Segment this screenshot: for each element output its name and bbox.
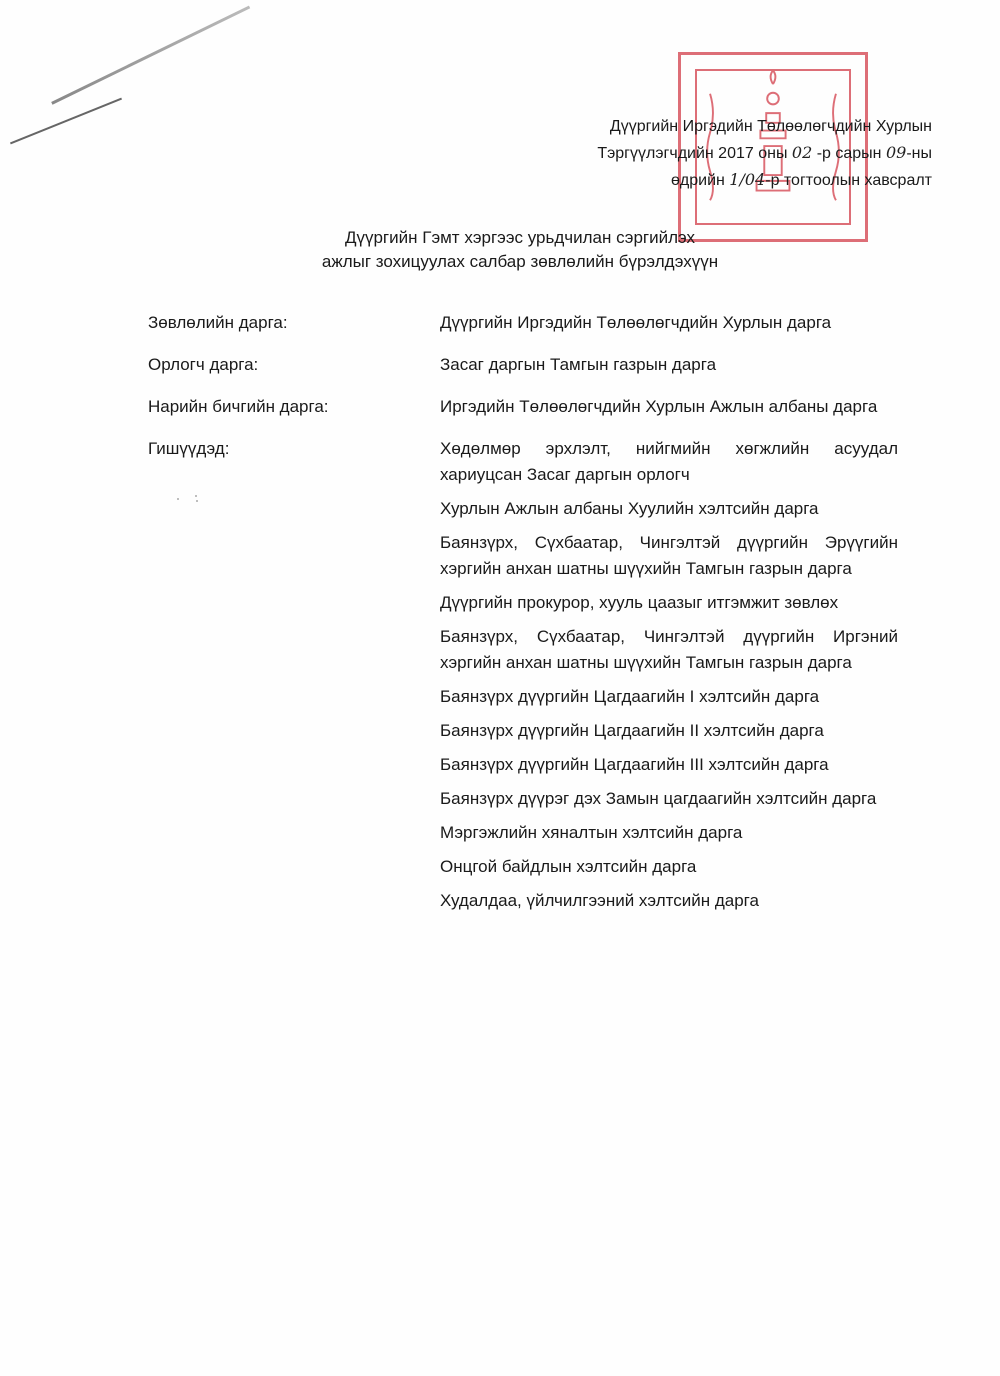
annex-line: өдрийн 1/04-р тогтоолын хавсралт — [671, 170, 932, 189]
roster-holders — [440, 310, 898, 344]
roster-holder: Баянзүрх дүүргийн Цагдаагийн III хэлтсийн дарга — [440, 755, 829, 774]
roster-row — [148, 436, 898, 922]
roster-holder: Дүүргийн Иргэдийн Төлөөлөгчдийн Хурлын дарга — [440, 313, 832, 332]
roster-holder: Хөдөлмөр эрхлэлт, нийгмийн хөгжлийн асуудал хариуцсан Засаг даргын орлогч — [440, 439, 898, 484]
roster-holders — [440, 352, 898, 386]
roster-role: Орлогч дарга: — [148, 355, 259, 374]
roster-holder: Баянзүрх дүүргийн Цагдаагийн I хэлтсийн дарга — [440, 687, 820, 706]
annex-header — [532, 114, 932, 194]
roster-holder: Иргэдийн Төлөөлөгчдийн Хурлын Ажлын албаны дарга — [440, 397, 878, 416]
council-roster — [148, 310, 898, 930]
roster-role: Нарийн бичгийн дарга: — [148, 397, 329, 416]
roster-holder: Онцгой байдлын хэлтсийн дарга — [440, 857, 697, 876]
roster-holder: Баянзүрх дүүргийн Цагдаагийн II хэлтсийн дарга — [440, 721, 824, 740]
roster-holder: Хурлын Ажлын албаны Хуулийн хэлтсийн дарга — [440, 499, 819, 518]
scan-artifact-line — [51, 6, 250, 105]
roster-holder: Баянзүрх, Сүхбаатар, Чингэлтэй дүүргийн Иргэний хэргийн анхан шатны шүүхийн Тамгын газрын дарга — [440, 627, 898, 672]
handwritten-resolution-number: 1/04 — [729, 170, 766, 189]
roster-holder: Баянзүрх, Сүхбаатар, Чингэлтэй дүүргийн Эрүүгийн хэргийн анхан шатны шүүхийн Тамгын газрын дарга — [440, 533, 898, 578]
roster-row — [148, 352, 898, 386]
roster-holder: Дүүргийн прокурор, хууль цаазыг итгэмжит зөвлөх — [440, 593, 839, 612]
annex-line: Тэргүүлэгчдийн 2017 оны 02 -р сарын 09-ны — [597, 143, 932, 162]
roster-role: Зөвлөлийн дарга: — [148, 313, 288, 332]
roster-holder: Баянзүрх дүүрэг дэх Замын цагдаагийн хэлтсийн дарга — [440, 789, 877, 808]
title-line: Дүүргийн Гэмт хэргээс урьдчилан сэргийлэх — [344, 228, 696, 247]
roster-row — [148, 394, 898, 428]
handwritten-month: 09 — [885, 143, 907, 162]
roster-holders — [440, 394, 898, 428]
roster-holder: Мэргэжлийн хяналтын хэлтсийн дарга — [440, 823, 743, 842]
roster-holders — [440, 436, 898, 922]
roster-holder: Засаг даргын Тамгын газрын дарга — [440, 355, 717, 374]
roster-holder: Худалдаа, үйлчилгээний хэлтсийн дарга — [440, 891, 759, 910]
roster-role: Гишүүдэд: — [148, 439, 230, 458]
handwritten-day: 02 — [791, 143, 813, 162]
roster-row — [148, 310, 898, 344]
title-line: ажлыг зохицуулах салбар зөвлөлийн бүрэлдэхүүн — [321, 252, 719, 271]
annex-line: Дүүргийн Иргэдийн Төлөөлөгчдийн Хурлын — [609, 118, 932, 135]
document-title — [200, 226, 840, 274]
scan-artifact-line — [10, 98, 122, 145]
